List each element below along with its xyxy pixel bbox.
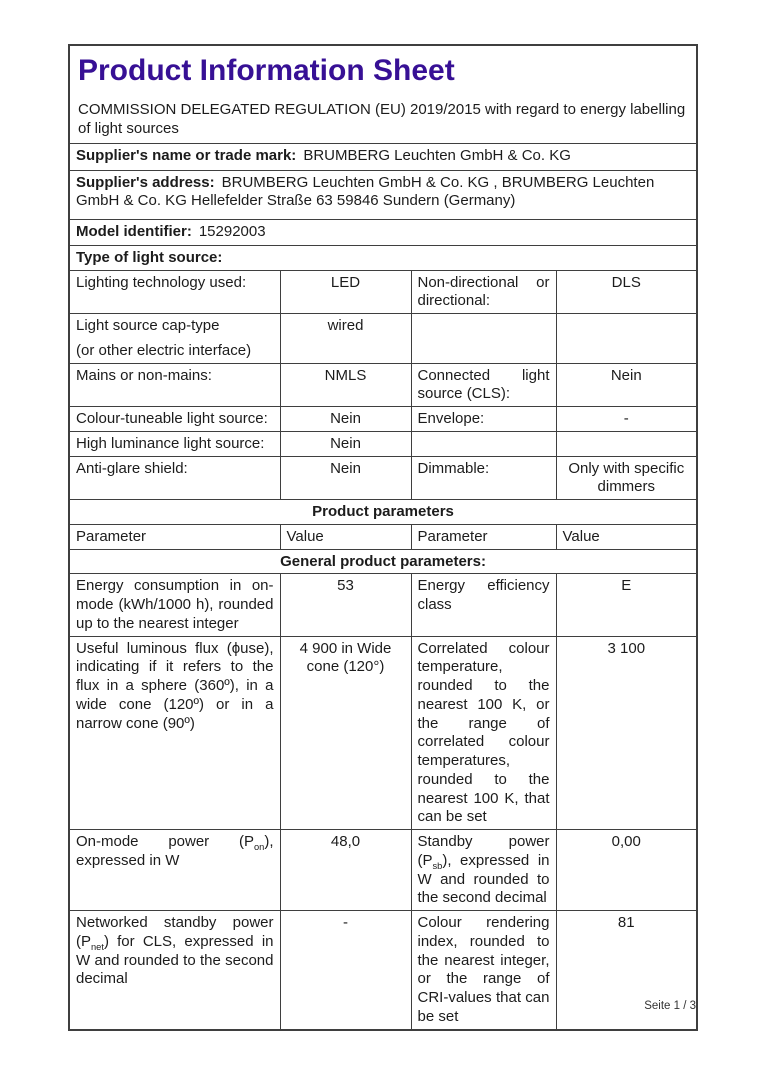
column-header: Parameter xyxy=(411,524,556,549)
column-header: Value xyxy=(556,524,697,549)
spec-value: Nein xyxy=(280,431,411,456)
page-number: Seite 1 / 3 xyxy=(644,1000,696,1012)
spec-label: High luminance light source: xyxy=(69,431,280,456)
supplier-name-row xyxy=(69,143,697,170)
table-row xyxy=(69,407,697,432)
param-value: 53 xyxy=(280,574,411,636)
supplier-address-value: BRUMBERG Leuchten GmbH & Co. KG , BRUMBERG Leuchten GmbH & Co. KG Hellefelder Straße 63 59846 Sundern (Germany) xyxy=(76,173,655,210)
spec-value xyxy=(556,431,697,456)
section-title-general-parameters: General product parameters: xyxy=(69,549,697,574)
spec-label: Envelope: xyxy=(411,407,556,432)
page-title: Product Information Sheet xyxy=(78,54,455,87)
spec-label-line2: (or other electric interface) xyxy=(76,341,252,359)
param-value: 81 xyxy=(556,911,697,1030)
section-header-row xyxy=(69,549,697,574)
param-label: Colour rendering index, rounded to the nearest integer, or the range of CRI-values that can be set xyxy=(411,911,556,1030)
model-identifier-row xyxy=(69,219,697,245)
subscript: on xyxy=(253,842,265,852)
table-row xyxy=(69,314,697,364)
spec-label: Light source cap-type xyxy=(76,317,220,334)
param-value: 4 900 in Wide cone (120°) xyxy=(280,636,411,830)
table-row xyxy=(69,574,697,636)
param-label: Energy consumption in on-mode (kWh/1000 h), rounded up to the nearest integer xyxy=(69,574,280,636)
spec-label: Colour-tuneable light source: xyxy=(69,407,280,432)
spec-label xyxy=(411,314,556,364)
spec-label: Lighting technology used: xyxy=(69,270,280,314)
product-info-table xyxy=(68,44,698,1031)
spec-label: Dimmable: xyxy=(411,456,556,500)
param-label: Networked standby power $(P_{net})$ for CLS, expressed in W and rounded to the second decimal xyxy=(69,911,280,1030)
spec-label: Anti-glare shield: xyxy=(69,456,280,500)
supplier-address-row xyxy=(69,170,697,219)
model-identifier-value: 15292003 xyxy=(198,222,266,240)
param-value: 0,00 xyxy=(556,830,697,911)
column-header: Parameter xyxy=(69,524,280,549)
spec-value: - xyxy=(556,407,697,432)
param-value: E xyxy=(556,574,697,636)
param-value: 3 100 xyxy=(556,636,697,830)
title-row xyxy=(69,45,697,143)
spec-label xyxy=(411,431,556,456)
spec-label: Mains or non-mains: xyxy=(69,363,280,407)
table-row xyxy=(69,363,697,407)
spec-value: LED xyxy=(280,270,411,314)
spec-value: Nein xyxy=(280,407,411,432)
type-of-light-source-row xyxy=(69,245,697,270)
spec-value: wired xyxy=(280,314,411,364)
subscript: net xyxy=(91,941,104,952)
subscript: sb xyxy=(432,860,443,871)
table-row xyxy=(69,270,697,314)
section-header-row xyxy=(69,500,697,525)
supplier-address-label: Supplier's address: xyxy=(76,173,215,191)
param-label: Standby power $(P_{sb})$, expressed in W and rounded to the second decimal xyxy=(411,830,556,911)
column-header-row xyxy=(69,524,697,549)
table-row xyxy=(69,431,697,456)
param-value: 48,0 xyxy=(280,830,411,911)
spec-value: Nein xyxy=(556,363,697,407)
spec-value: NMLS xyxy=(280,363,411,407)
regulation-subtitle: COMMISSION DELEGATED REGULATION (EU) 2019/2015 with regard to energy labelling of light sources xyxy=(78,100,686,137)
supplier-name-label: Supplier's name or trade mark: xyxy=(76,146,297,164)
spec-value: DLS xyxy=(556,270,697,314)
model-identifier-label: Model identifier: xyxy=(76,222,192,240)
table-row xyxy=(69,456,697,500)
param-value: - xyxy=(280,911,411,1030)
param-label: Correlated colour temperature, rounded to the nearest 100 K, or the range of correlated colour temperatures, rounded to the nearest 100 K, that can be set xyxy=(411,636,556,830)
param-label: Useful luminous flux (ϕuse), indicating if it refers to the flux in a sphere (360º), in a wide cone (120º) or in a narrow cone (90º) xyxy=(69,636,280,830)
table-row xyxy=(69,830,697,911)
section-title-product-parameters: Product parameters xyxy=(69,500,697,525)
param-label: Energy efficiency class xyxy=(411,574,556,636)
supplier-name-value: BRUMBERG Leuchten GmbH & Co. KG xyxy=(303,146,571,164)
spec-value: Only with specific dimmers xyxy=(556,456,697,500)
spec-label: Non-directional or directional: xyxy=(411,270,556,314)
spec-value xyxy=(556,314,697,364)
spec-value: Nein xyxy=(280,456,411,500)
spec-label: Connected light source (CLS): xyxy=(411,363,556,407)
param-label: On-mode power $(P_{on})$, expressed in W xyxy=(69,830,280,911)
type-of-light-source-label: Type of light source: xyxy=(76,248,223,266)
table-row xyxy=(69,636,697,830)
column-header: Value xyxy=(280,524,411,549)
